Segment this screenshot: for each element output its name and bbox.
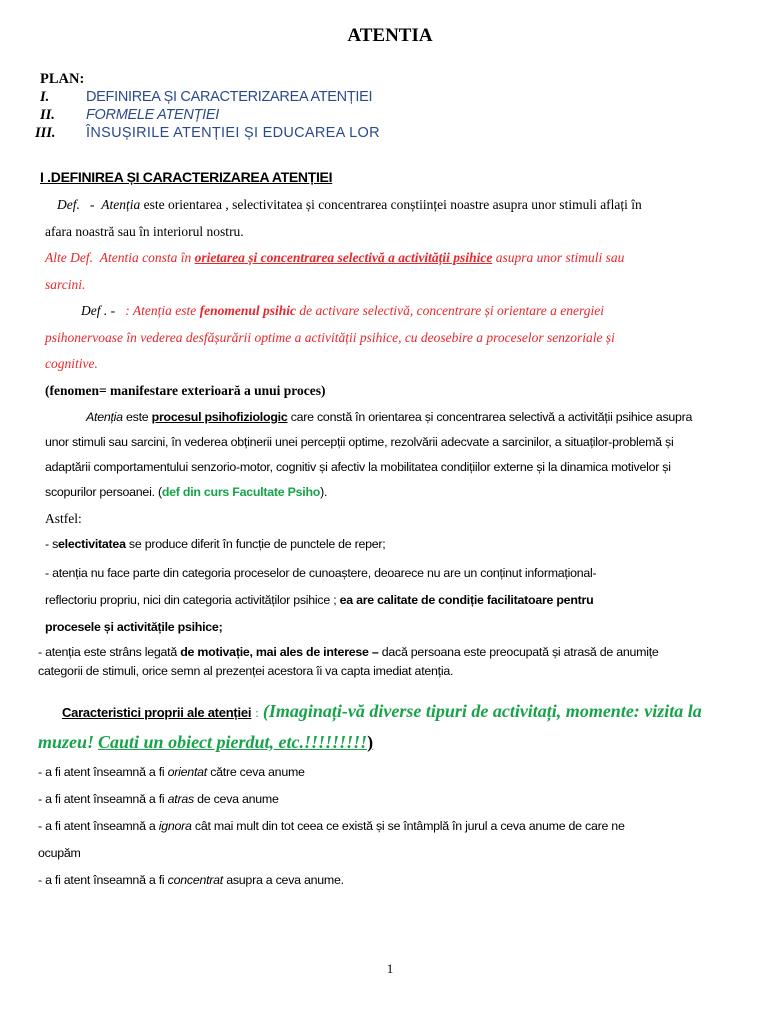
def-term: Atenția <box>86 410 123 424</box>
def-text: Atentia consta în <box>99 250 192 265</box>
plan-item-number-1: I. <box>40 89 50 105</box>
definition-3 <box>81 303 604 319</box>
definition-1-line-2: afara noastră sau în interiorul nostru. <box>45 224 244 239</box>
def-text: : Atenția este <box>125 303 197 318</box>
definition-2-line-2: sarcini. <box>45 277 86 292</box>
def-text: care constă în orientarea și concentrarea selectivă a activității psihice asupra <box>290 410 693 424</box>
def-emphasis: procesul psihofiziologic <box>151 410 288 424</box>
point-cognition-line-2 <box>45 593 593 607</box>
plan-item-number-2: II. <box>40 107 55 123</box>
activity-prompt-line-2 <box>38 732 373 753</box>
def-emphasis: orietarea și concentrarea selectivă a activității psihice <box>194 250 493 265</box>
def-label: Alte Def. <box>45 250 93 265</box>
activity-prompt-underlined: Cauti un obiect pierdut, etc.!!!!!!!!! <box>98 732 368 752</box>
point-text: dacă persoana este preocupată și atrasă de anumițe <box>381 645 659 659</box>
item-emphasis: atras <box>167 792 194 806</box>
heading-colon: : <box>255 705 259 720</box>
point-motivation-line-2: categorii de stimuli, orice semn al prezenței acestora îi va capta imediat atenția. <box>38 664 454 678</box>
list-item <box>38 819 625 833</box>
item-text: - a fi atent înseamnă a <box>38 819 156 833</box>
point-text: - atenția este strâns legată <box>38 645 178 659</box>
plan-label: PLAN: <box>40 71 85 87</box>
item-text: - a fi atent înseamnă a fi <box>38 792 165 806</box>
def-text: este <box>126 410 149 424</box>
definition-4-line-4 <box>45 485 327 499</box>
activity-prompt: muzeu! <box>38 732 95 752</box>
fenomen-note: (fenomen= manifestare exterioară a unui proces) <box>45 383 326 398</box>
plan-item-3: ÎNSUȘIRILE ATENȚIEI ȘI EDUCAREA LOR <box>86 125 380 141</box>
list-item <box>38 765 305 779</box>
item-text: de ceva anume <box>197 792 279 806</box>
page-number: 1 <box>386 961 394 976</box>
definition-3-line-3: cognitive. <box>45 356 98 371</box>
definition-4-line-3: adaptării comportamentului senzorio-motor, cognitiv și afectiv la mobilitatea condițiilor externe și la dinamica motivelor și <box>45 460 671 474</box>
definition-3-line-2: psihonervoase în vederea desfășurării optime a activității psihice, cu deosebire a proceselor senzoriale și <box>45 330 615 345</box>
def-term: Atenția <box>101 197 141 212</box>
def-text: este orientarea , selectivitatea și concentrarea conștiinței noastre asupra unor stimuli aflați în <box>143 197 642 212</box>
characteristics-heading <box>62 701 702 722</box>
def-text: asupra unor stimuli sau <box>495 250 625 265</box>
definition-4-line-2: unor stimuli sau sarcini, în vederea obținerii unei percepții optime, rezolvării adecvate a sarcinilor, a situaților-problemă și <box>45 435 674 449</box>
def-text: ). <box>320 485 328 499</box>
point-text: se produce diferit în funcție de punctele de reper; <box>128 537 386 551</box>
list-item <box>38 792 279 806</box>
def-text: de activare selectivă, concentrare și orientare a energiei <box>299 303 605 318</box>
item-text: - a fi atent înseamnă a fi <box>38 765 165 779</box>
source-note: def din curs Facultate Psiho <box>161 485 321 499</box>
def-dash: - <box>90 197 95 212</box>
point-text: - s <box>45 537 59 551</box>
item-text: - a fi atent înseamnă a fi <box>38 873 165 887</box>
section-heading: I .DEFINIREA ȘI CARACTERIZAREA ATENȚIEI <box>40 169 333 185</box>
plan-item-2: FORMELE ATENȚIEI <box>86 107 219 123</box>
point-bold: de motivație, mai ales de interese – <box>180 645 379 659</box>
activity-prompt-close: ) <box>367 732 374 752</box>
item-emphasis: concentrat <box>167 873 223 887</box>
def-emphasis: fenomenul psihic <box>199 303 296 318</box>
page-title: ATENTIA <box>347 25 433 46</box>
point-selectivity <box>45 537 386 551</box>
point-cognition-line-3: procesele și activitățile psihice; <box>45 620 223 634</box>
item-text: către ceva anume <box>210 765 305 779</box>
plan-item-number-3: III. <box>35 125 56 141</box>
def-text: scopurilor persoanei. ( <box>45 485 162 499</box>
definition-4 <box>86 410 692 424</box>
point-motivation <box>38 645 659 659</box>
point-cognition: - atenția nu face parte din categoria proceselor de cunoaștere, deoarece nu are un conținut informațional- <box>45 566 597 580</box>
item-text: asupra a ceva anume. <box>226 873 344 887</box>
point-bold: ea are calitate de condiție facilitatoare pentru <box>339 593 594 607</box>
plan-item-1: DEFINIREA ȘI CARACTERIZAREA ATENȚIEI <box>86 89 373 105</box>
item-emphasis: orientat <box>167 765 207 779</box>
definition-2 <box>45 250 624 266</box>
item-emphasis: ignora <box>158 819 192 833</box>
astfel-label: Astfel: <box>45 511 82 526</box>
list-item <box>38 873 344 887</box>
item-text: cât mai mult din tot ceea ce există și se întâmplă în jurul a ceva anume de care ne <box>194 819 625 833</box>
characteristics-title: Caracteristici proprii ale atenției <box>62 705 252 720</box>
point-text: reflectoriu propriu, nici din categoria activităților psihice ; <box>45 593 337 607</box>
def-label: Def. <box>57 197 80 212</box>
definition-1 <box>57 197 642 213</box>
list-item-line-2: ocupăm <box>38 846 81 860</box>
point-bold: electivitatea <box>58 537 126 551</box>
def-label: Def . - <box>81 303 116 318</box>
activity-prompt: (Imaginați-vă diverse tipuri de activitați, momente: vizita la <box>262 701 702 721</box>
